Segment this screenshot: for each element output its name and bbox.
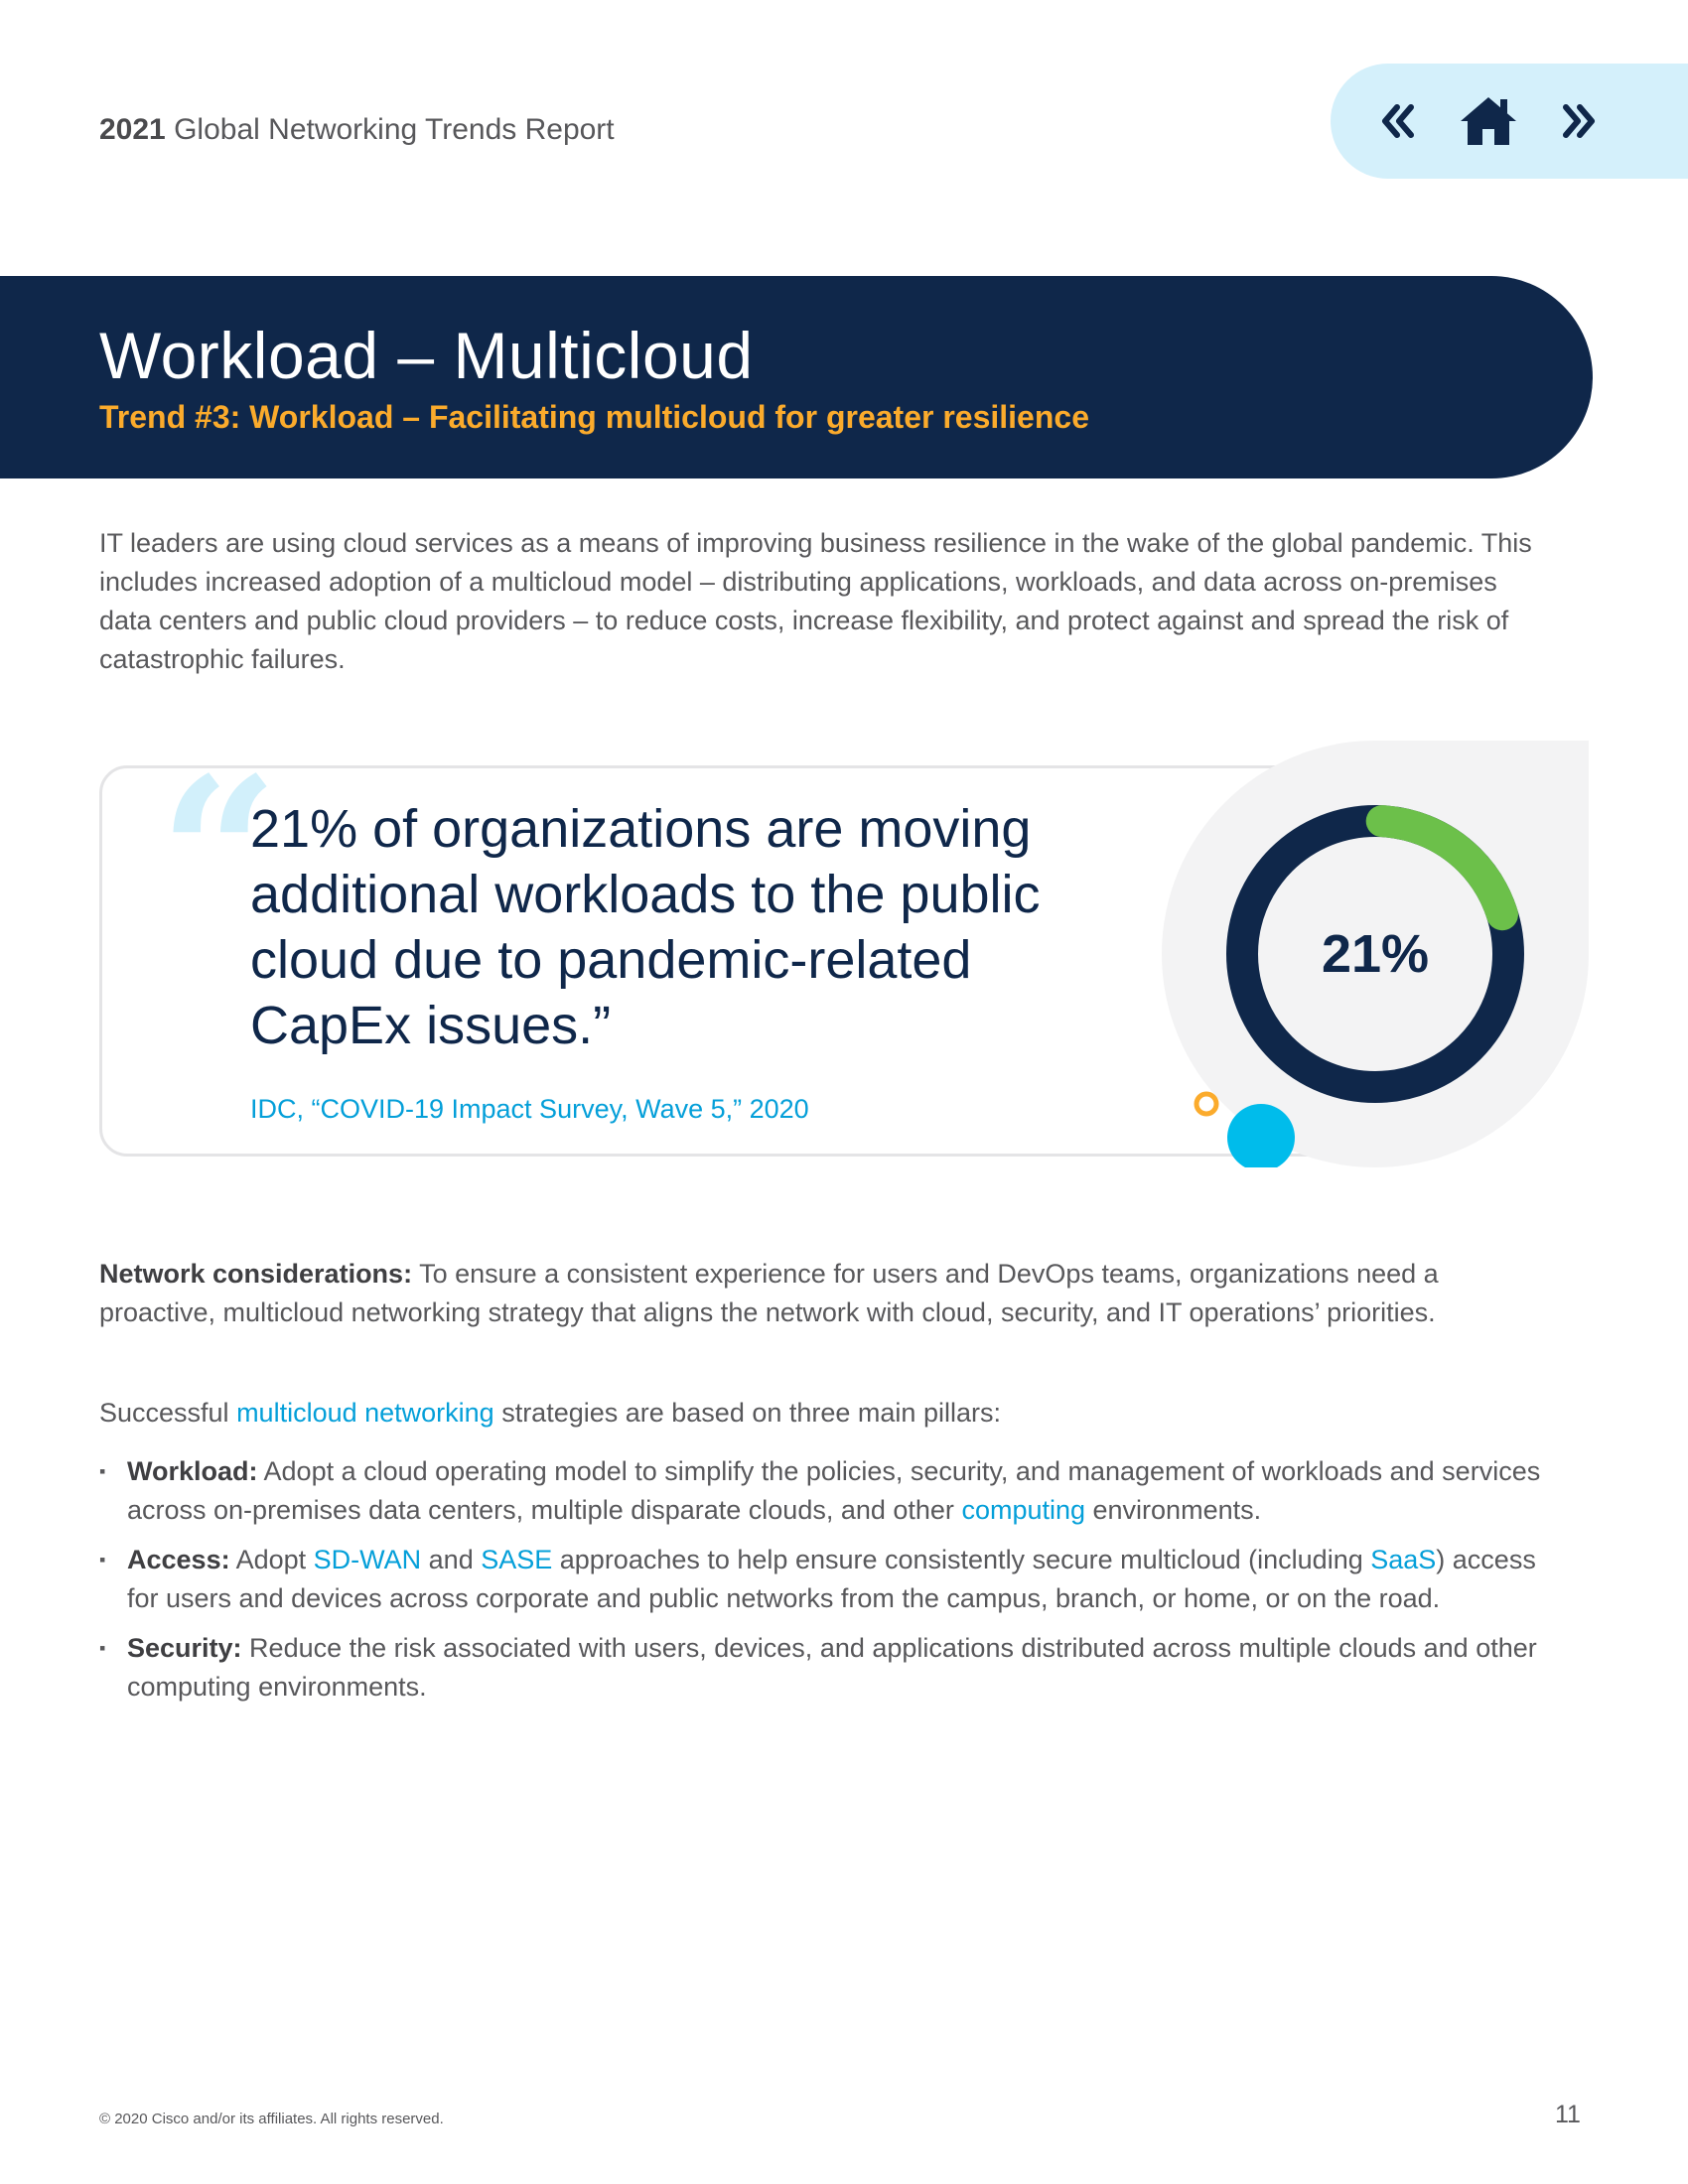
quote-mark-icon: “ bbox=[159, 732, 279, 977]
access-text-3: approaches to help ensure consistently secure multicloud (including bbox=[552, 1545, 1371, 1574]
list-item-security bbox=[99, 1629, 1559, 1706]
report-title bbox=[99, 113, 615, 147]
list-item-workload bbox=[99, 1452, 1559, 1530]
copyright-notice: © 2020 Cisco and/or its affiliates. All rights reserved. bbox=[99, 2111, 444, 2127]
workload-text-1: Adopt a cloud operating model to simplify the policies, security, and management of workloads and services across on-premises data centers, multiple disparate clouds, and other bbox=[127, 1456, 1541, 1525]
home-button[interactable] bbox=[1457, 89, 1520, 153]
computing-link[interactable]: computing bbox=[961, 1495, 1086, 1525]
pillars-list bbox=[99, 1452, 1559, 1717]
access-label: Access: bbox=[127, 1545, 230, 1574]
list-item-access bbox=[99, 1541, 1559, 1618]
network-considerations bbox=[99, 1255, 1539, 1332]
security-label: Security: bbox=[127, 1633, 242, 1663]
quote-text: 21% of organizations are moving additional workloads to the public cloud due to pandemic-related CapEx issues.” bbox=[250, 799, 1041, 1055]
double-chevron-left-icon bbox=[1377, 99, 1421, 143]
pillars-intro-before: Successful bbox=[99, 1398, 237, 1428]
home-icon bbox=[1459, 95, 1518, 147]
security-text: Reduce the risk associated with users, devices, and applications distributed across multiple clouds and other computing environments. bbox=[127, 1633, 1537, 1702]
saas-link[interactable]: SaaS bbox=[1370, 1545, 1437, 1574]
pillars-intro-after: strategies are based on three main pillars: bbox=[493, 1398, 1001, 1428]
report-year: 2021 bbox=[99, 113, 166, 146]
access-text-2: and bbox=[421, 1545, 482, 1574]
workload-label: Workload: bbox=[127, 1456, 258, 1486]
donut-svg bbox=[1162, 741, 1589, 1167]
page-title: Workload – Multicloud bbox=[99, 319, 754, 392]
decorative-dot-orange bbox=[1196, 1094, 1216, 1114]
network-considerations-label: Network considerations: bbox=[99, 1259, 413, 1289]
next-page-button[interactable] bbox=[1546, 89, 1610, 153]
previous-page-button[interactable] bbox=[1367, 89, 1431, 153]
donut-stat-label: 21% bbox=[1321, 924, 1430, 984]
sase-link[interactable]: SASE bbox=[481, 1545, 553, 1574]
workload-text-2: environments. bbox=[1085, 1495, 1262, 1525]
pillars-intro bbox=[99, 1394, 1539, 1433]
access-text-1: Adopt bbox=[229, 1545, 314, 1574]
double-chevron-right-icon bbox=[1556, 99, 1600, 143]
stat-donut-graphic bbox=[1162, 741, 1589, 1167]
access-text-4: ) access for users and devices across corporate and public networks from the campus, branch, or home, or on the road. bbox=[127, 1545, 1536, 1613]
report-title-text: Global Networking Trends Report bbox=[174, 113, 615, 146]
page-subtitle: Trend #3: Workload – Facilitating multicloud for greater resilience bbox=[99, 399, 1089, 435]
intro-paragraph: IT leaders are using cloud services as a means of improving business resilience in the wake of the global pandemic. This includes increased adoption of a multicloud model – distributing applications, workloads, and data across on-premises data centers and public cloud providers – to reduce costs, increase flexibility, and protect against and spread the risk of catastrophic failures. bbox=[99, 528, 1532, 674]
multicloud-networking-link[interactable]: multicloud networking bbox=[236, 1398, 494, 1428]
sd-wan-link[interactable]: SD-WAN bbox=[313, 1545, 422, 1574]
page-navigation bbox=[1331, 64, 1688, 179]
page-number: 11 bbox=[1555, 2101, 1581, 2128]
network-considerations-text: To ensure a consistent experience for users and DevOps teams, organizations need a proactive, multicloud networking strategy that aligns the network with cloud, security, and IT operations’ priorities. bbox=[99, 1259, 1439, 1327]
quote-citation: IDC, “COVID-19 Impact Survey, Wave 5,” 2020 bbox=[250, 1094, 809, 1124]
